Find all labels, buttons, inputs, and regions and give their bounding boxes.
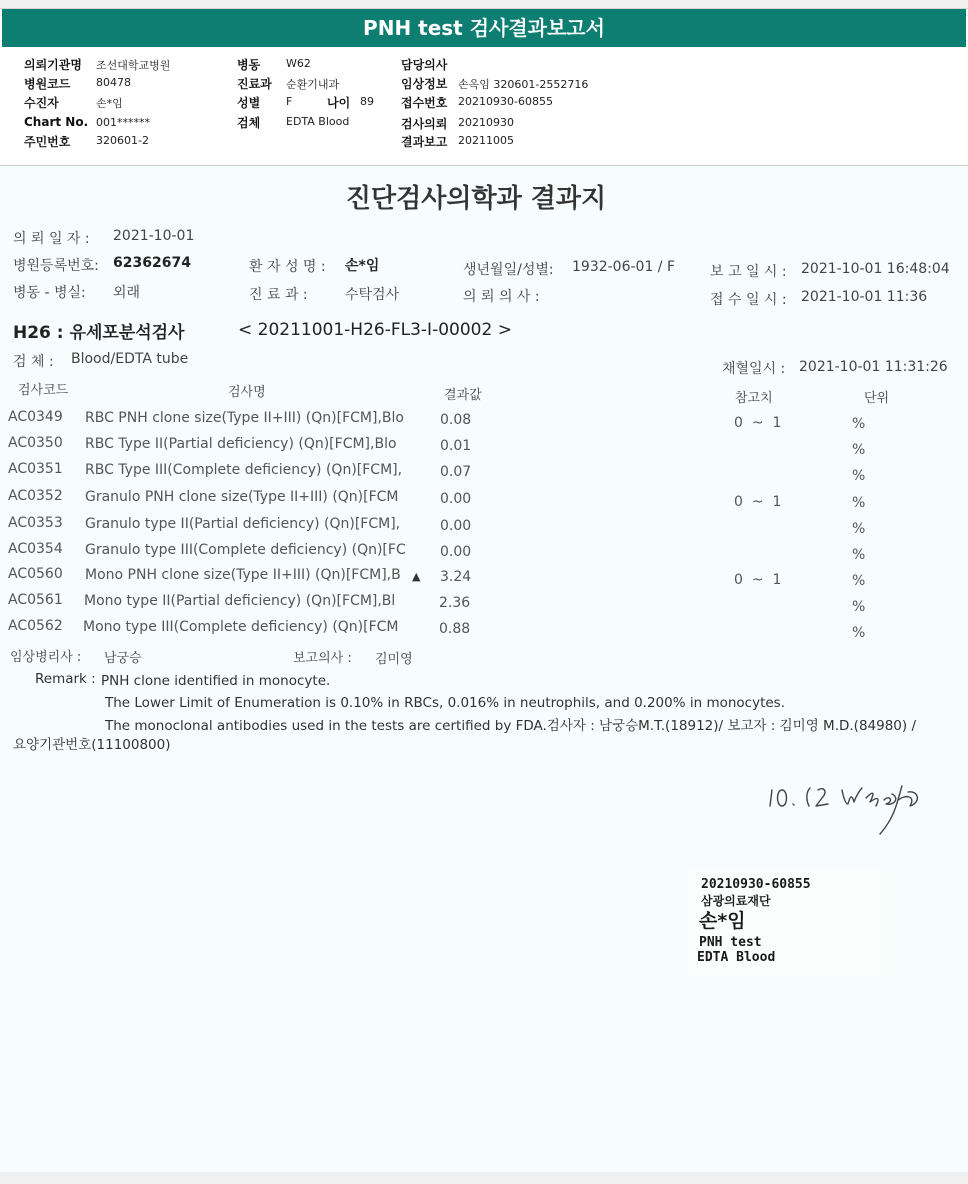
row-code: AC0353 [8, 515, 63, 531]
col-header-result: 결과값 [444, 388, 482, 403]
row-unit: % [852, 416, 866, 432]
row-name: RBC Type II(Partial deficiency) (Qn)[FCM],Blo [85, 436, 397, 452]
row-unit: % [852, 468, 866, 484]
report-time-value: 2021-10-01 16:48:04 [801, 261, 950, 277]
info-value-clinical-info: 손옥임 320601-2552716 [458, 78, 589, 91]
report-title: 진단검사의학과 결과지 [345, 184, 607, 214]
col-header-code: 검사코드 [18, 383, 69, 398]
row-name: Granulo PNH clone size(Type II+III) (Qn)[FCM [85, 489, 399, 505]
reporting-doctor-value: 김미영 [375, 652, 413, 667]
info-label-patient: 수진자 [24, 96, 59, 110]
receipt-time-value: 2021-10-01 11:36 [801, 289, 928, 305]
info-value-hospital-code: 80478 [96, 76, 131, 89]
patient-name-value: 손*임 [345, 258, 380, 274]
info-label-age: 나이 [327, 96, 351, 110]
section-title: H26 : 유세포분석검사 [13, 323, 185, 343]
row-result: 0.88 [439, 621, 471, 637]
reg-no-label: 병원등록번호: [13, 258, 99, 274]
row-code: AC0350 [8, 435, 63, 451]
remark-line-1: PNH clone identified in monocyte. [101, 673, 331, 689]
report-body [0, 166, 968, 1172]
row-code: AC0349 [8, 409, 63, 425]
row-name: Mono type II(Partial deficiency) (Qn)[FCM],Bl [84, 593, 396, 609]
specimen-label-sticker [686, 868, 886, 976]
receipt-time-label: 접 수 일 시 : [710, 292, 787, 308]
row-result: 2.36 [439, 595, 471, 611]
clinical-pathologist-value: 남궁승 [104, 651, 142, 666]
row-code: AC0560 [8, 566, 63, 582]
info-label-clinical-info: 임상정보 [401, 77, 448, 91]
row-unit: % [852, 573, 866, 589]
collection-time-value: 2021-10-01 11:31:26 [799, 359, 948, 375]
report-time-label: 보 고 일 시 : [710, 264, 787, 280]
info-value-ward: W62 [286, 57, 311, 70]
info-label-chart-no: Chart No. [24, 115, 89, 129]
remark-line-3: The monoclonal antibodies used in the tests are certified by FDA.검사자 : 남궁승M.T.(18912)/ 보고자 : 김미영 M.D.(84980) / [105, 718, 916, 734]
sticker-patient: 손*임 [699, 910, 746, 932]
info-value-patient: 손*임 [96, 97, 123, 110]
info-label-ward: 병동 [237, 58, 261, 72]
handwritten-signature [762, 776, 932, 838]
row-name: Granulo type III(Complete deficiency) (Qn)[FC [85, 542, 406, 558]
info-label-department: 진료과 [237, 77, 272, 91]
row-flag-high-indicator: ▲ [412, 570, 421, 583]
remark-line-4: 요양기관번호(11100800) [13, 737, 171, 753]
reg-no-value: 62362674 [113, 255, 191, 271]
info-value-department: 순환기내과 [286, 78, 340, 91]
row-name: Mono PNH clone size(Type II+III) (Qn)[FCM],B [85, 567, 401, 583]
patient-info-block [0, 47, 968, 166]
clinical-pathologist-label: 임상병리사 : [10, 650, 82, 665]
info-value-institution: 조선대학교병원 [96, 59, 171, 72]
info-label-doctor: 담당의사 [401, 58, 448, 72]
birth-sex-value: 1932-06-01 / F [572, 259, 676, 275]
info-value-chart-no: 001****** [96, 116, 150, 129]
info-value-age: 89 [360, 95, 374, 108]
request-date-label: 의 뢰 일 자 : [13, 231, 90, 247]
row-result: 0.01 [440, 438, 472, 454]
reporting-doctor-label: 보고의사 : [293, 651, 352, 666]
row-name: RBC PNH clone size(Type II+III) (Qn)[FCM],Blo [85, 410, 404, 426]
row-code: AC0561 [8, 592, 63, 608]
info-value-test-request: 20210930 [458, 116, 514, 129]
info-label-institution: 의뢰기관명 [24, 58, 82, 72]
row-unit: % [852, 495, 866, 511]
sticker-lab: 삼광의료재단 [701, 894, 771, 908]
info-label-specimen: 검체 [237, 116, 261, 130]
info-label-hospital-code: 병원코드 [24, 77, 71, 91]
row-unit: % [852, 599, 866, 615]
top-strip [0, 0, 968, 9]
info-label-receipt-no: 접수번호 [401, 96, 448, 110]
remark-line-2: The Lower Limit of Enumeration is 0.10% in RBCs, 0.016% in neutrophils, and 0.200% in monocytes. [105, 695, 786, 711]
sticker-accession: 20210930-60855 [701, 877, 811, 892]
col-header-name: 검사명 [228, 385, 266, 400]
row-result: 0.00 [440, 518, 472, 534]
row-ref: 0 ~ 1 [734, 415, 782, 431]
row-code: AC0354 [8, 541, 63, 557]
report-header-title: PNH test 검사결과보고서 [2, 9, 966, 47]
row-code: AC0562 [8, 618, 63, 634]
sticker-test: PNH test [699, 935, 762, 950]
bottom-strip [0, 1172, 968, 1184]
patient-name-label: 환 자 성 명 : [249, 259, 326, 275]
info-label-sex: 성별 [237, 96, 261, 110]
ward-value: 외래 [113, 285, 141, 301]
birth-sex-label: 생년월일/성별: [463, 262, 554, 278]
dept-value: 수탁검사 [345, 287, 400, 303]
row-result: 3.24 [440, 569, 472, 585]
info-value-receipt-no: 20210930-60855 [458, 95, 553, 108]
info-value-result-report: 20211005 [458, 134, 514, 147]
info-value-resident-no: 320601-2 [96, 134, 149, 147]
row-code: AC0352 [8, 488, 63, 504]
col-header-ref: 참고치 [735, 391, 773, 406]
info-value-sex: F [286, 95, 293, 108]
row-name: Mono type III(Complete deficiency) (Qn)[FCM [83, 619, 399, 635]
row-result: 0.00 [440, 544, 472, 560]
row-unit: % [852, 442, 866, 458]
collection-time-label: 채혈일시 : [722, 361, 786, 377]
specimen-value: Blood/EDTA tube [71, 351, 189, 367]
info-value-specimen: EDTA Blood [286, 115, 350, 128]
row-result: 0.00 [440, 491, 472, 507]
row-code: AC0351 [8, 461, 63, 477]
info-label-test-request: 검사의뢰 [401, 117, 448, 131]
info-label-result-report: 결과보고 [401, 135, 448, 149]
row-ref: 0 ~ 1 [734, 494, 782, 510]
row-name: Granulo type II(Partial deficiency) (Qn)[FCM], [85, 516, 401, 532]
row-ref: 0 ~ 1 [734, 572, 782, 588]
row-unit: % [852, 521, 866, 537]
request-date-value: 2021-10-01 [113, 228, 195, 244]
specimen-label: 검 체 : [13, 354, 54, 370]
dept-label: 진 료 과 : [249, 287, 308, 303]
info-label-resident-no: 주민번호 [24, 135, 71, 149]
row-unit: % [852, 547, 866, 563]
row-name: RBC Type III(Complete deficiency) (Qn)[FCM], [85, 462, 403, 478]
row-unit: % [852, 625, 866, 641]
col-header-unit: 단위 [864, 391, 890, 406]
requester-label: 의 뢰 의 사 : [463, 289, 540, 305]
row-result: 0.07 [440, 464, 472, 480]
ward-label: 병동 - 병실: [13, 285, 86, 301]
remark-label: Remark : [35, 671, 96, 687]
row-result: 0.08 [440, 412, 472, 428]
sticker-specimen: EDTA Blood [697, 950, 776, 965]
accession-number: < 20211001-H26-FL3-I-00002 > [238, 320, 512, 340]
